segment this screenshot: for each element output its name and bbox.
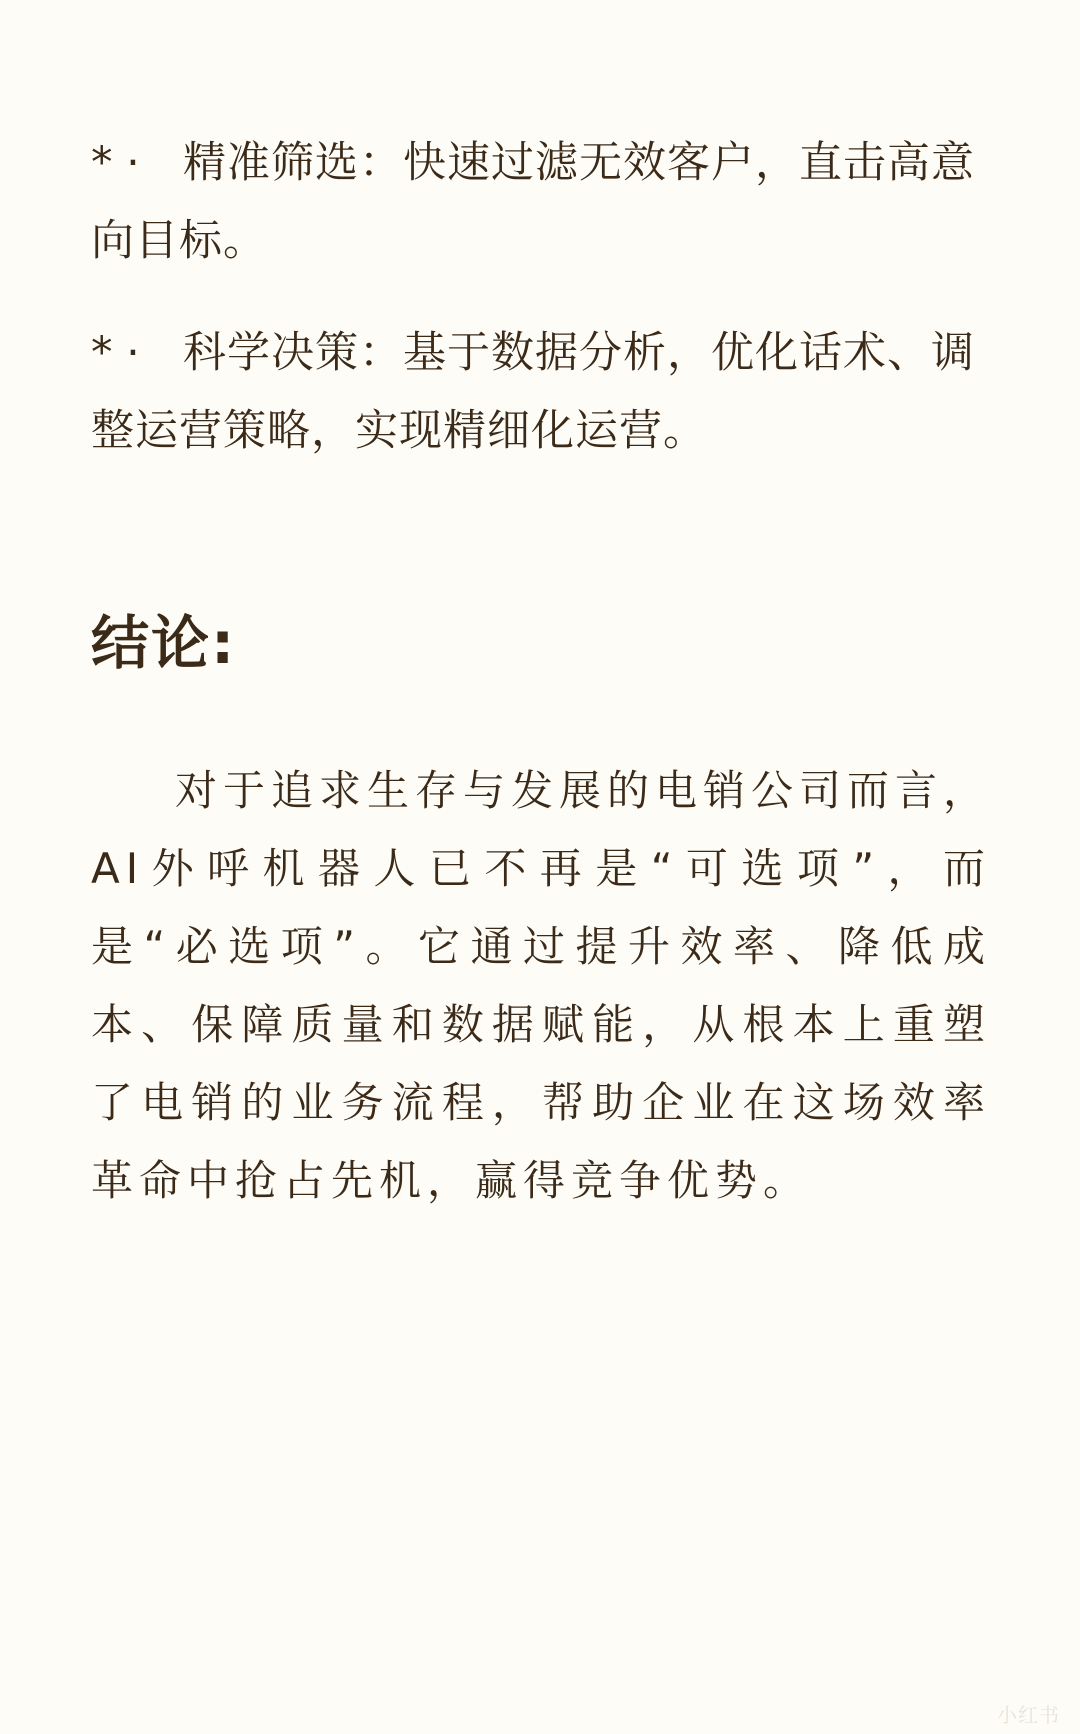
bullet-text: 精准筛选：快速过滤无效客户，直击高意向目标。 (91, 138, 975, 266)
bullet-text: 科学决策：基于数据分析，优化话术、调整运营策略，实现精细化运营。 (91, 328, 975, 456)
conclusion-paragraph: 对于追求生存与发展的电销公司而言，AI外呼机器人已不再是“可选项”，而是“必选项”。它通过提升效率、降低成本、保障质量和数据赋能，从根本上重塑了电销的业务流程，帮助企业在这场效率革命中抢占先机，赢得竞争优势。 (91, 766, 992, 1205)
bullet-item-precise-filtering (91, 124, 991, 280)
watermark-logo: 小红书 (997, 1703, 1060, 1727)
bullet-marker: * · (91, 138, 140, 188)
conclusion-heading: 结论: (91, 609, 237, 677)
bullet-item-scientific-decision (91, 314, 991, 470)
bullet-marker: * · (91, 328, 140, 378)
